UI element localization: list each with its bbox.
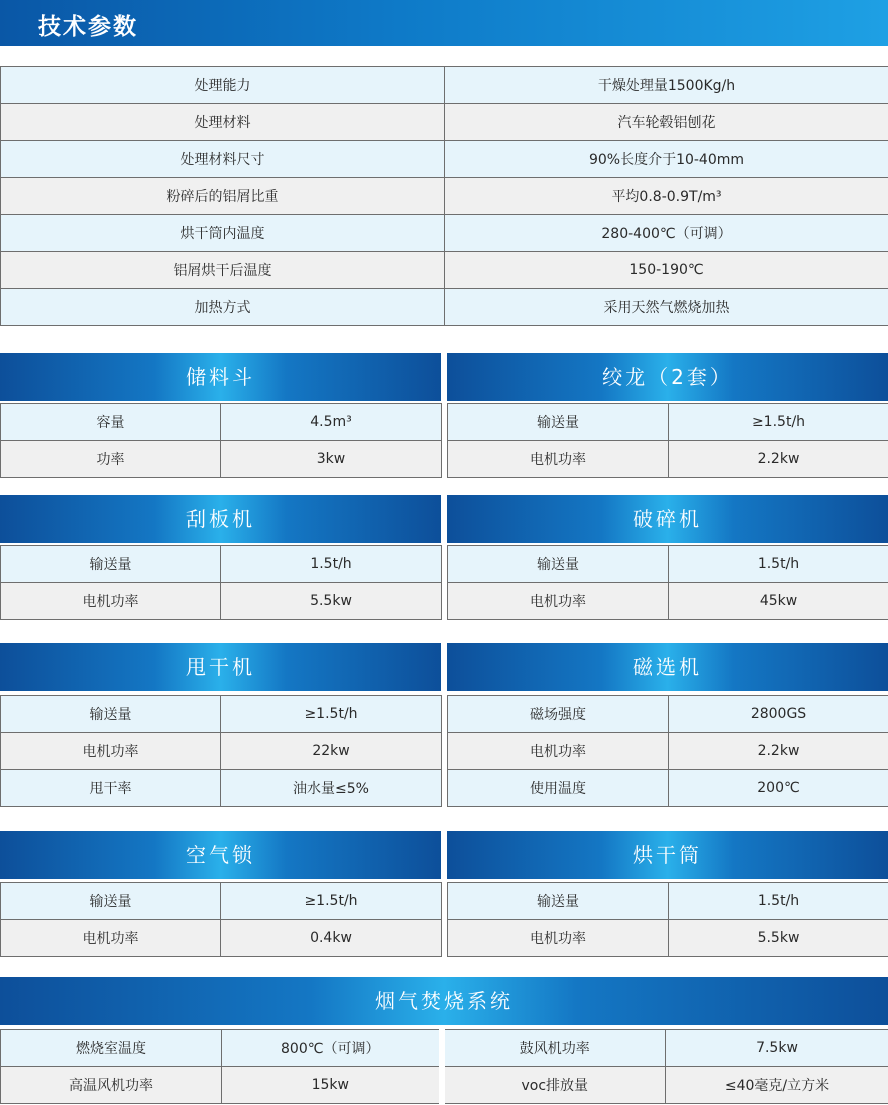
incineration-system-header: 烟气焚烧系统 [0,977,888,1025]
spec-label: voc排放量 [442,1067,666,1104]
spec-value: 200℃ [669,770,888,807]
spec-value: 油水量≤5% [221,770,442,807]
table-row [1,733,442,770]
spec-value: 1.5t/h [669,546,888,583]
table-row [1,883,442,920]
scraper-conveyor-table [0,545,442,620]
table-row [448,883,888,920]
magnetic-separator-header: 磁选机 [447,643,888,691]
magnetic-separator-table [447,695,888,807]
table-row [1,546,442,583]
spec-label: 功率 [1,441,221,478]
spec-label: 电机功率 [1,583,221,620]
table-row [448,441,888,478]
spec-label: 使用温度 [448,770,669,807]
storage-hopper-table [0,403,442,478]
table-row [448,696,888,733]
table-row [1,1067,888,1104]
spec-label: 电机功率 [448,583,669,620]
drying-drum-table [447,882,888,957]
spec-label: 燃烧室温度 [1,1030,222,1067]
table-row [1,252,888,289]
param-value: 干燥处理量1500Kg/h [445,67,888,104]
crusher-header: 破碎机 [447,495,888,543]
screw-conveyor-table [447,403,888,478]
param-label: 加热方式 [1,289,445,326]
spec-label: 甩干率 [1,770,221,807]
spec-value: 5.5kw [669,920,888,957]
spec-value: 0.4kw [221,920,442,957]
spec-value: 2800GS [669,696,888,733]
drying-drum-header: 烘干筒 [447,831,888,879]
table-row [1,770,442,807]
section-header-bar [0,0,888,46]
param-label: 处理能力 [1,67,445,104]
centrifugal-dryer-header: 甩干机 [0,643,441,691]
spec-value: 800℃（可调） [222,1030,442,1067]
spec-value: 5.5kw [221,583,442,620]
table-row [1,583,442,620]
spec-value: 2.2kw [669,441,888,478]
table-row [1,441,442,478]
param-label: 粉碎后的铝屑比重 [1,178,445,215]
spec-label: 输送量 [1,696,221,733]
param-value: 150-190℃ [445,252,888,289]
param-value: 平均0.8-0.9T/m³ [445,178,888,215]
spec-value: 22kw [221,733,442,770]
spec-label: 鼓风机功率 [442,1030,666,1067]
incineration-system-table [0,1029,888,1104]
spec-value: ≤40毫克/立方米 [666,1067,888,1104]
spec-label: 高温风机功率 [1,1067,222,1104]
spec-value: ≥1.5t/h [669,404,888,441]
spec-label: 输送量 [448,883,669,920]
section-title: 技术参数 [38,14,138,40]
table-row [448,546,888,583]
table-row [1,104,888,141]
spec-label: 电机功率 [448,920,669,957]
spec-label: 容量 [1,404,221,441]
param-label: 烘干筒内温度 [1,215,445,252]
table-row [448,404,888,441]
table-row [1,920,442,957]
storage-hopper-header: 储料斗 [0,353,441,401]
screw-conveyor-header: 绞龙（2套） [447,353,888,401]
spec-label: 输送量 [448,546,669,583]
spec-label: 电机功率 [1,733,221,770]
table-row [1,178,888,215]
param-label: 处理材料尺寸 [1,141,445,178]
table-row [1,215,888,252]
table-row [448,583,888,620]
table-row [1,1030,888,1067]
spec-value: ≥1.5t/h [221,696,442,733]
spec-value: 1.5t/h [669,883,888,920]
airlock-header: 空气锁 [0,831,441,879]
param-value: 90%长度介于10-40mm [445,141,888,178]
table-row [1,141,888,178]
table-row [1,696,442,733]
param-value: 采用天然气燃烧加热 [445,289,888,326]
spec-value: 45kw [669,583,888,620]
spec-label: 输送量 [1,546,221,583]
param-label: 处理材料 [1,104,445,141]
main-params-table [0,66,888,326]
spec-value: 2.2kw [669,733,888,770]
spec-value: 4.5m³ [221,404,442,441]
spec-label: 输送量 [1,883,221,920]
spec-value: ≥1.5t/h [221,883,442,920]
spec-value: 3kw [221,441,442,478]
spec-label: 磁场强度 [448,696,669,733]
spec-value: 7.5kw [666,1030,888,1067]
airlock-table [0,882,442,957]
table-row [448,733,888,770]
table-row [1,289,888,326]
table-row [1,67,888,104]
spec-label: 电机功率 [1,920,221,957]
spec-label: 电机功率 [448,441,669,478]
table-row [448,920,888,957]
table-row [1,404,442,441]
centrifugal-dryer-table [0,695,442,807]
spec-label: 输送量 [448,404,669,441]
scraper-conveyor-header: 刮板机 [0,495,441,543]
param-label: 铝屑烘干后温度 [1,252,445,289]
param-value: 汽车轮毂铝刨花 [445,104,888,141]
param-value: 280-400℃（可调） [445,215,888,252]
spec-value: 1.5t/h [221,546,442,583]
spec-value: 15kw [222,1067,442,1104]
table-row [448,770,888,807]
spec-label: 电机功率 [448,733,669,770]
crusher-table [447,545,888,620]
